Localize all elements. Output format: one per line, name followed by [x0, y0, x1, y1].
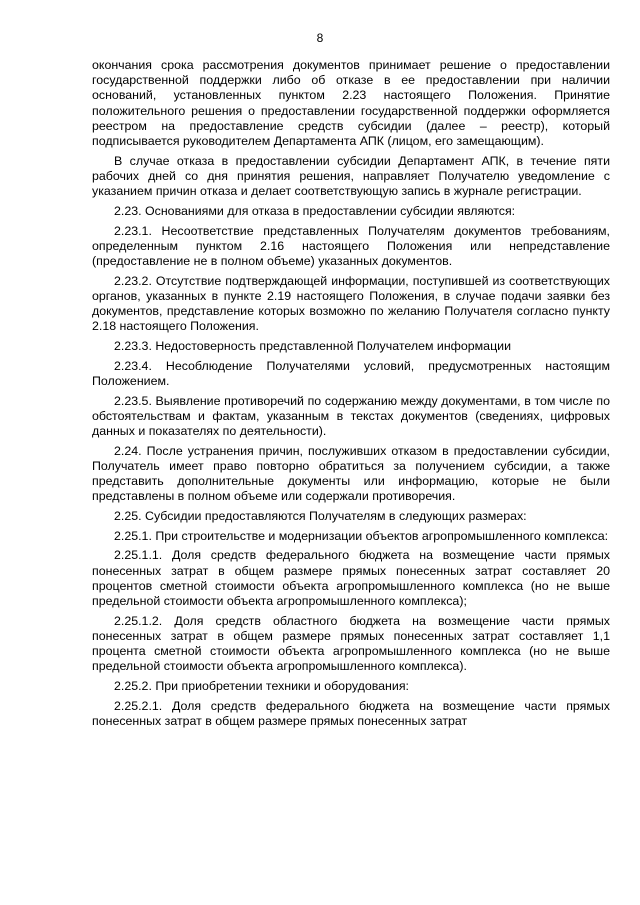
paragraph: В случае отказа в предоставлении субсидии Департамент АПК, в течение пяти рабочих дней со дня принятия решения, направляет Получателю уведомление с указанием причин отказа и делает соответствующую запись в журнале регистрации. — [92, 153, 610, 199]
paragraph: 2.23. Основаниями для отказа в предоставлении субсидии являются: — [114, 203, 516, 218]
paragraph: 2.25.2. При приобретении техники и оборудования: — [114, 679, 409, 694]
paragraph: окончания срока рассмотрения документов принимает решение о предоставлении государственной поддержки либо об отказе в ее предоставлении при наличии оснований, установленных пунктом 2.23 настоящего Положения. Принятие положительного решения о предоставлении государственной поддержки оформляется реестром на предоставление средств субсидии (далее – реестр), который подписывается руководителем Департамента АПК (лицом, его замещающим). — [92, 58, 610, 149]
paragraph: 2.25.1. При строительстве и модернизации объектов агропромышленного комплекса: — [114, 528, 609, 543]
paragraph: 2.25. Субсидии предоставляются Получателям в следующих размерах: — [114, 508, 527, 523]
paragraph: 2.23.5. Выявление противоречий по содержанию между документами, в том числе по обстоятельствам и фактам, указанным в текстах документов (сведениях, цифровых данных и показателях по деятельности). — [92, 393, 610, 438]
paragraph: 2.23.1. Несоответствие представленных Получателям документов требованиям, определенным пунктом 2.16 настоящего Положения или непредставление (предоставление не в полном объеме) указанных документов. — [92, 223, 610, 268]
paragraph: 2.25.1.2. Доля средств областного бюджета на возмещение части прямых понесенных затрат в общем размере прямых понесенных затрат составляет 1,1 процента сметной стоимости объекта агропромышленного комплекса (но не выше предельной стоимости объекта агропромышленного комплекса). — [92, 613, 610, 674]
paragraph: 2.25.2.1. Доля средств федерального бюджета на возмещение части прямых понесенных затрат в общем размере прямых понесенных затрат — [92, 698, 610, 728]
paragraph: 2.24. После устранения причин, послуживших отказом в предоставлении субсидии, Получатель имеет право повторно обратиться за получением субсидии, а также представить дополнительные документы или информацию, которые не были представлены в полном объеме или содержали противоречия. — [92, 443, 610, 504]
page-number: 8 — [316, 31, 324, 45]
document-body — [92, 58, 610, 734]
paragraph: 2.23.4. Несоблюдение Получателями условий, предусмотренных настоящим Положением. — [92, 358, 610, 388]
paragraph: 2.23.3. Недостоверность представленной Получателем информации — [114, 338, 512, 353]
paragraph: 2.25.1.1. Доля средств федерального бюджета на возмещение части прямых понесенных затрат в общем размере прямых понесенных затрат составляет 20 процентов сметной стоимости объекта агропромышленного комплекса (но не выше предельной стоимости объекта агропромышленного комплекса); — [92, 548, 610, 608]
paragraph: 2.23.2. Отсутствие подтверждающей информации, поступившей из соответствующих органов, указанных в пункте 2.19 настоящего Положения, в случае подачи заявки без документов, представление которых возможно по желанию Получателя согласно пункту 2.18 настоящего Положения. — [92, 273, 610, 334]
